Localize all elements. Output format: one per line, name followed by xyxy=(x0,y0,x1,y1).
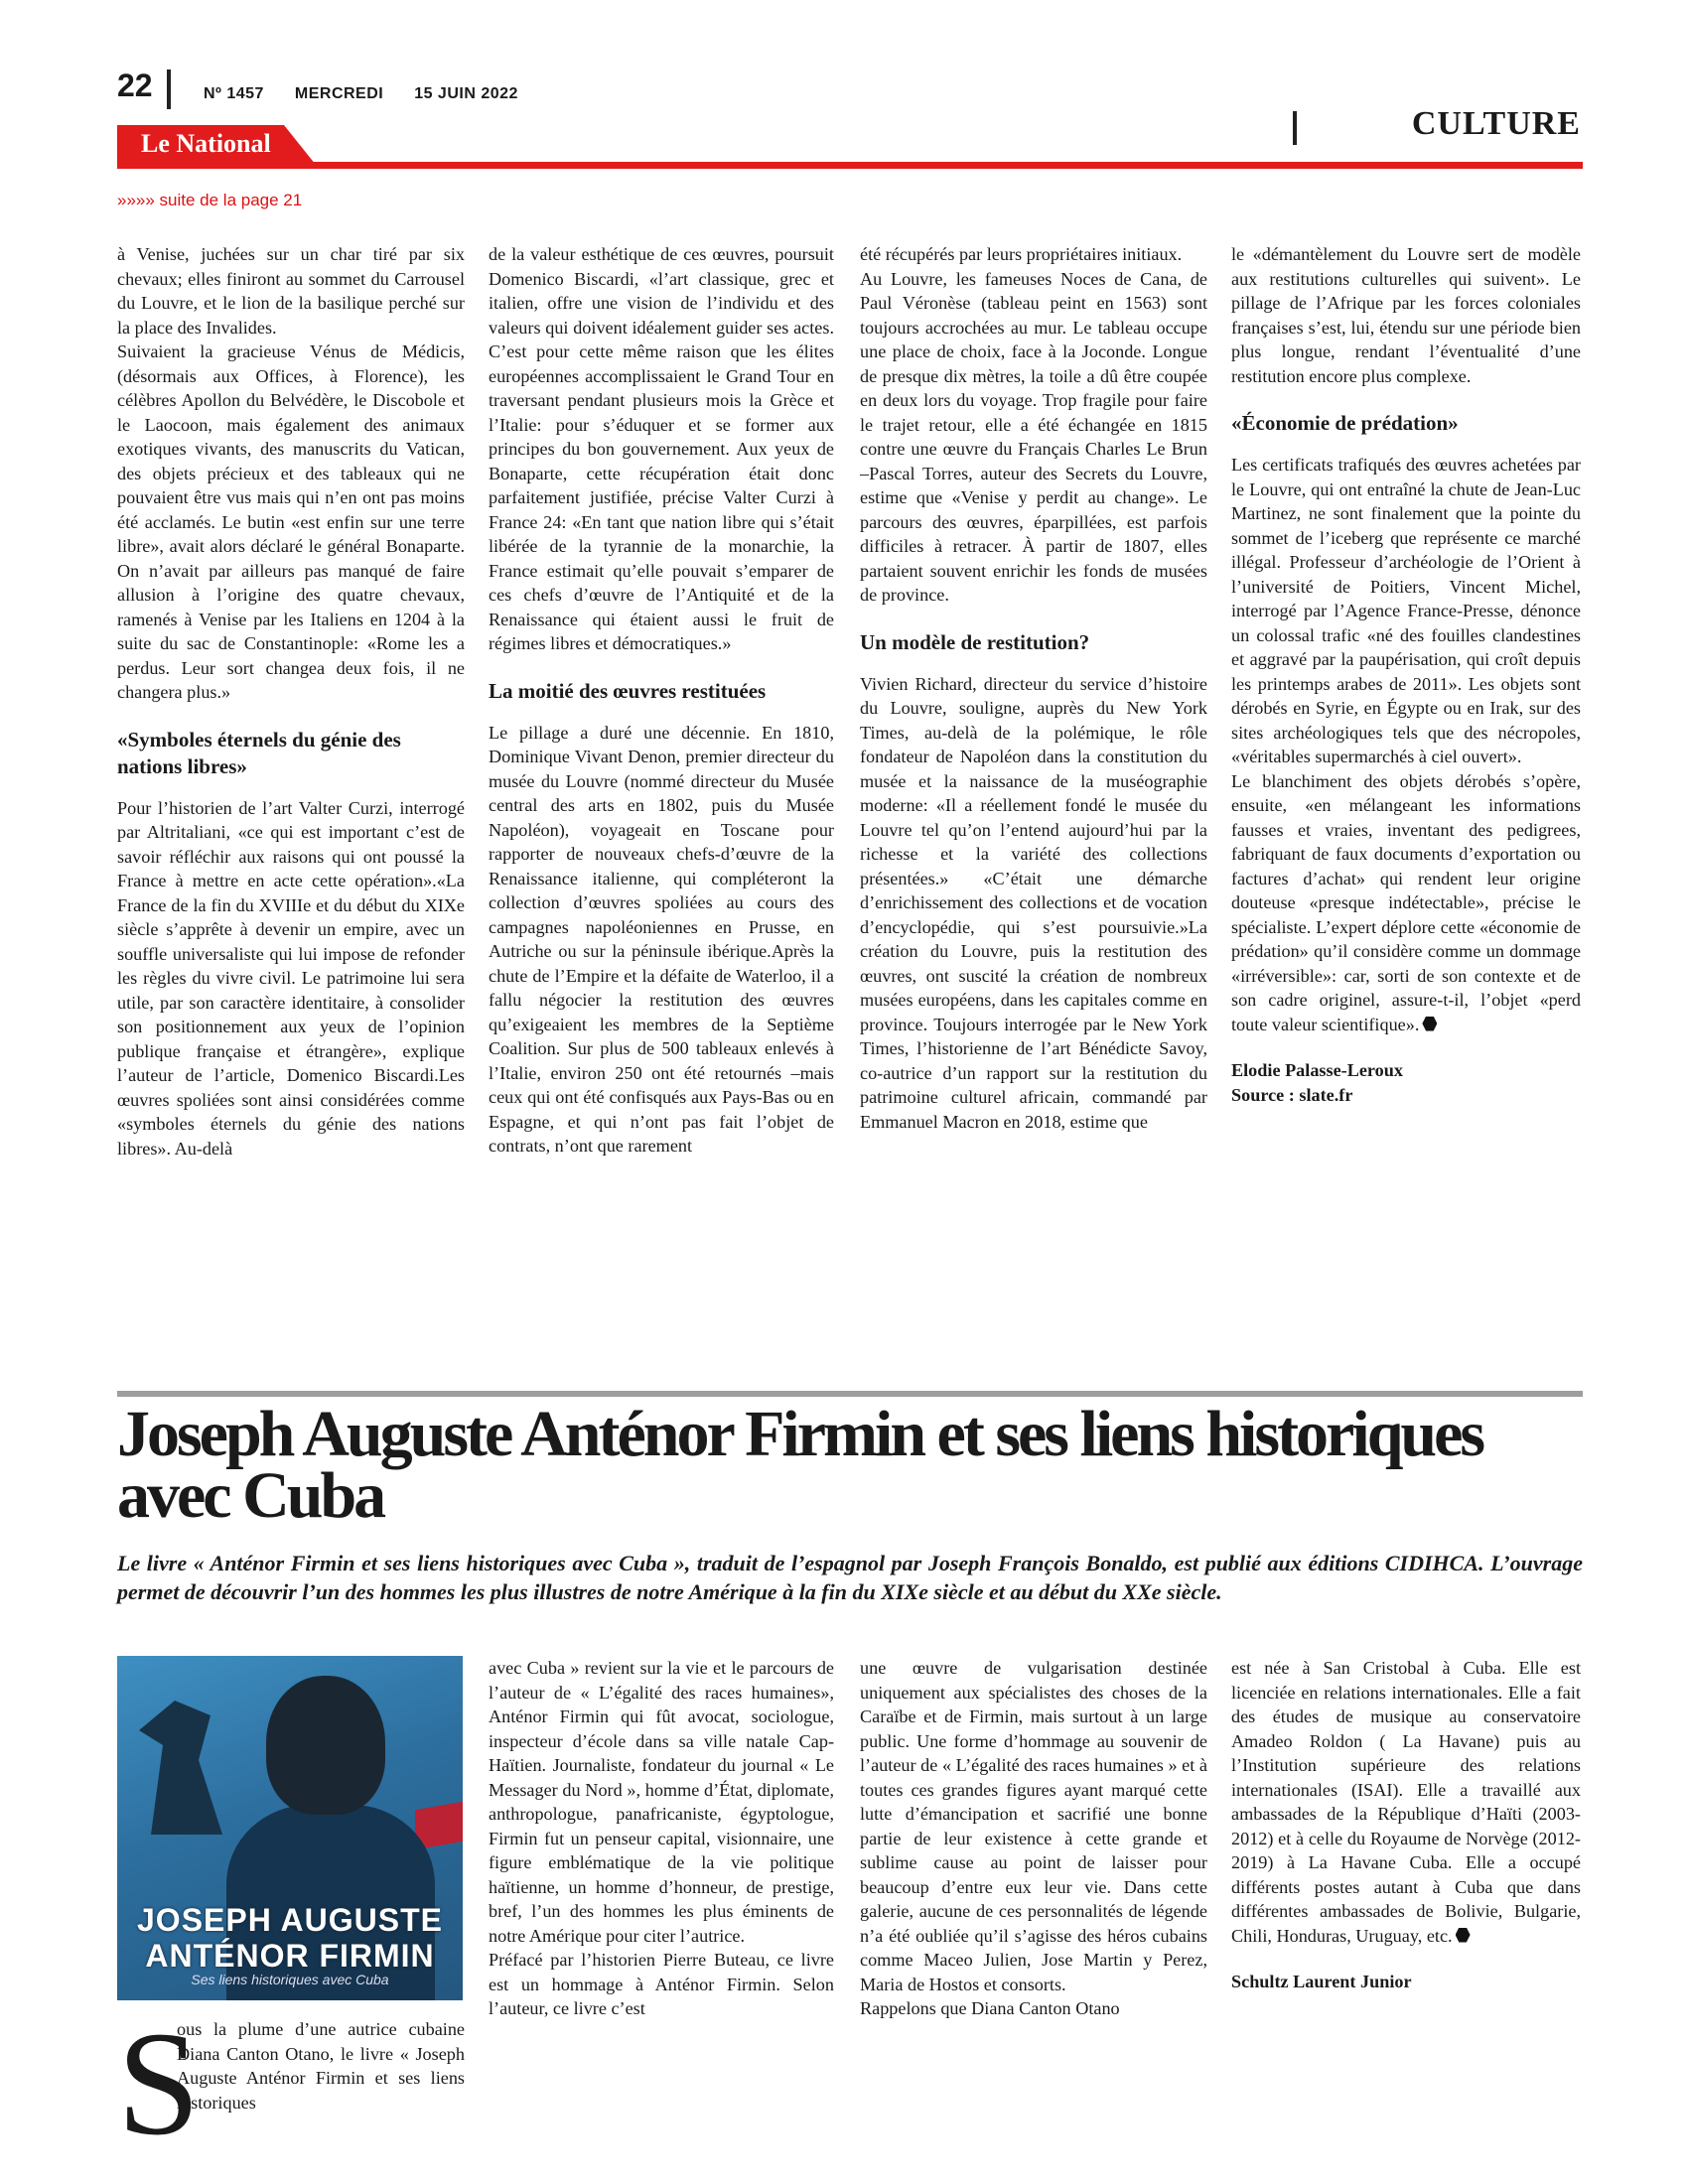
paragraph: avec Cuba » revient sur la vie et le parcours de l’auteur de « L’égalité des races humaines», Anténor Firmin qui fût avocat, sociologue, inspecteur d’école dans sa ville natale Cap-Haïtien. Journaliste, fondateur du journal « Le Messager du Nord », homme d’État, diplomate, anthropologue, panafricaniste, égyptologue, Firmin fut un penseur capital, visionnaire, une figure emblématique de la vie politique haïtienne, un homme d’honneur, de prestige, bref, l’un des hommes les plus éminents de notre Amérique pour citer l’autrice. xyxy=(489,1658,834,1946)
article1-column-3 xyxy=(860,242,1207,1134)
hexagon-end-mark-icon xyxy=(1456,1928,1471,1943)
subheading: Un modèle de restitution? xyxy=(860,629,1090,654)
article1-column-4 xyxy=(1231,242,1581,1107)
paragraph: été récupérés par leurs propriétaires initiaux. xyxy=(860,244,1183,264)
page-number: 22 xyxy=(117,68,153,103)
paragraph: Les certificats trafiqués des œuvres achetées par le Louvre, qui ont entraîné la chute de Jean-Luc Martinez, ne sont finalement que la pointe du sommet de l’iceberg que représente ce marché illégal. Professeur d’archéologie de l’Orient à l’université de Poitiers, Vincent Michel, interrogé par l’Agence France-Presse, dénonce un colossal trafic «né des fouilles clandestines et aggravé par la paupérisation, qui croît depuis les printemps arabes de 2011». Les objets sont dérobés en Syrie, en Égypte ou en Irak, sur des sites archéologiques tels que des nécropoles, «véritables supermarchés à ciel ouvert». xyxy=(1231,455,1581,766)
issue-line xyxy=(204,85,544,103)
byline xyxy=(1231,1058,1581,1107)
article1-column-1 xyxy=(117,242,465,1160)
paragraph: Vivien Richard, directeur du service d’histoire du Louvre, souligne, auprès du New York Times, au-delà de la polémique, le rôle fondateur de Napoléon dans la constitution du musée et la naissance de la muséographie moderne: «Il a réellement fondé le musée du Louvre tel qu’on l’entend aujourd’hui par la richesse et la variété des collections présentées.» «C’était une démarche d’enrichissement des collections et de vocation d’encyclopédie, qui s’est poursuivie.»La création du Louvre, puis la restitution des œuvres, ont suscité la création de nombreux musées européens, dans les capitales comme en province. Toujours interrogée par le New York Times, l’historienne de l’art Bénédicte Savoy, co-autrice d’un rapport sur la restitution du patrimoine culturel africain, commandé par Emmanuel Macron en 2018, estime que xyxy=(860,673,1207,1132)
paragraph-text: Le blanchiment des objets dérobés s’opère, ensuite, «en mélangeant les informations fausses et vraies, inventant des pedigrees, fabriquant de faux documents d’exportation ou factures d’achat» qui rendent leur origine douteuse «presque indétectable», précise le spécialiste. L’expert déplore cette «économie de prédation» qu’il considère comme un dommage «irréversible»: car, sorti de son contexte et de son cadre originel, assure-t-il, l’objet «perd toute valeur scientifique». xyxy=(1231,770,1581,1034)
brand-name: Le National xyxy=(141,129,271,158)
hexagon-end-mark-icon xyxy=(1422,1017,1437,1031)
article2-lede: Le livre « Anténor Firmin et ses liens historiques avec Cuba », traduit de l’espagnol par Joseph François Bonaldo, est publié aux éditions CIDIHCA. L’ouvrage permet de découvrir l’un des hommes les plus illustres de notre Amérique à la fin du XIXe siècle et au début du XXe siècle. xyxy=(117,1551,1583,1604)
subheading: La moitié des œuvres restituées xyxy=(489,678,767,703)
article2-headline: Joseph Auguste Anténor Firmin et ses liens historiques avec Cuba xyxy=(117,1398,1483,1532)
equestrian-statue-shape xyxy=(127,1686,246,1835)
paragraph: Le pillage a duré une décennie. En 1810, Dominique Vivant Denon, premier directeur du musée du Louvre (nommé directeur du Musée central des arts en 1802, puis du Musée Napoléon), voyageait en Toscane pour rapporter de nouveaux chefs-d’œuvre de la Renaissance italienne, qui compléteront la collection d’œuvres spoliées au cours des campagnes napoléoniennes en Prusse, en Autriche ou sur la péninsule ibérique.Après la chute de l’Empire et la défaite de Waterloo, il a fallu négocier la restitution des œuvres qu’exigeaient les membres de la Septième Coalition. Sur plus de 500 tableaux enlevés à l’Italie, environ 250 ont été retournés –mais ceux qui ont été confisqués aux Pays-Bas ou en Espagne, et qui n’ont pas fait l’objet de contrats, n’ont que rarement xyxy=(489,722,834,1156)
subheading: «Symboles éternels du génie des nations libres» xyxy=(117,727,401,778)
paragraph-text: est née à San Cristobal à Cuba. Elle est licenciée en relations internationales. Elle a fait des études de musique au conservatoire Amadeo Roldon ( La Havane) puis au l’Institution supérieure des relations internationales (ISAI). Elle a travaillé aux ambassades de la République d’Haïti (2003-2012) et à celle du Royaume de Norvège (2012-2019) à La Havane Cuba. Elle a occupé différents postes autant à Cuba que dans différentes ambassades de Bolivie, Bulgarie, Chili, Honduras, Uruguay, etc. xyxy=(1231,1658,1581,1946)
article2-column-4 xyxy=(1231,1656,1581,1994)
book-cover-title: JOSEPH AUGUSTE ANTÉNOR FIRMIN xyxy=(137,1902,443,1974)
continuation-link[interactable]: »»»» suite de la page 21 xyxy=(117,191,303,209)
source-credit: Source : slate.fr xyxy=(1231,1084,1353,1105)
paragraph: ous la plume d’une autrice cubaine Diana Canton Otano, le livre « Joseph Auguste Anténor Firmin et ses liens historiques xyxy=(177,2019,465,2113)
book-cover-subtitle: Ses liens historiques avec Cuba xyxy=(191,1972,389,1987)
article1-column-2 xyxy=(489,242,834,1159)
article2-column-3 xyxy=(860,1656,1207,2021)
paragraph: Suivaient la gracieuse Vénus de Médicis, (désormais aux Offices, à Florence), les célèbres Apollon du Belvédère, le Discobole et le Laocoon, mais également des animaux exotiques vivants, des manuscrits du Vatican, des objets précieux et des tableaux qui ne pouvaient être vus mais qui n’en ont pas moins été acclamés. Le butin «est enfin sur une terre libre», avait alors déclaré le général Bonaparte. On n’avait par ailleurs pas manqué de faire allusion à l’origine des quatre chevaux, ramenés à Venise par les Italiens en 1204 à la suite du sac de Constantinople: «Rome les a perdus. Leur sort changea deux fois, il ne changera plus.» xyxy=(117,341,465,702)
paragraph xyxy=(1231,1656,1581,1948)
paragraph xyxy=(1231,769,1581,1037)
paragraph: Pour l’historien de l’art Valter Curzi, interrogé par Altritaliani, «ce qui est important c’est de savoir réfléchir aux raisons qui ont poussé la France à mettre en acte cette opération».«La France de la fin du XVIIIe et du début du XIXe siècle s’apprête à devenir un empire, avec un souffle universaliste qui lui impose de refonder les règles du vivre civil. Le patrimoine lui sera utile, par son caractère identitaire, à consolider son positionnement aux yeux de l’opinion publique française et étrangère», explique l’auteur de l’article, Domenico Biscardi.Les œuvres spoliées sont ainsi considérées comme «symboles éternels du génie des nations libres». Au-delà xyxy=(117,797,465,1159)
drop-cap: S xyxy=(117,2001,201,2166)
paragraph: de la valeur esthétique de ces œuvres, poursuit Domenico Biscardi, «l’art classique, grec et italien, offre une vision de l’individu et des valeurs qui doivent idéalement guider ses actes. C’est pour cette même raison que les élites européennes accomplissaient le Grand Tour en traversant pendant plusieurs mois la Grèce et l’Italie: pour s’éduquer et se former aux principes du bon gouvernement. Aux yeux de Bonaparte, cette récupération était donc parfaitement justifiée, précise Valter Curzi à France 24: «En tant que nation libre qui s’était libérée de la tyrannie de la monarchie, la France estimait qu’elle pouvait s’emparer de ces chefs d’œuvre de l’Antiquité et de la Renaissance qui étaient aussi le fruit de régimes libres et démocratiques.» xyxy=(489,244,834,653)
section-title: CULTURE xyxy=(1411,105,1581,142)
paragraph: à Venise, juchées sur un char tiré par six chevaux; elles finiront au sommet du Carrousel du Louvre, et le lion de la basilique perché sur la place des Invalides. xyxy=(117,244,465,338)
article2-column-1 xyxy=(177,2017,465,2115)
subheading: «Économie de prédation» xyxy=(1231,411,1459,435)
paragraph: Rappelons que Diana Canton Otano xyxy=(860,1998,1120,2018)
header-rule xyxy=(117,162,1583,169)
author-name: Schultz Laurent Junior xyxy=(1231,1972,1412,1991)
portrait-head-shape xyxy=(266,1676,385,1815)
paragraph: une œuvre de vulgarisation destinée uniquement aux spécialistes des choses de la Caraïbe et de Firmin, mais surtout à un large public. Une forme d’hommage au souvenir de l’auteur de « L’égalité des races humaines » et à toutes ces grandes figures ayant marqué cette lutte d’émancipation et sacrifié une bonne partie de leur existence à cette grande et sublime cause au point de laisser pour beaucoup d’entre eux leur vie. Dans cette galerie, aucune de ces personnalités de légende n’a été oubliée qu’il s’agisse des héros cubains comme Maceo Julien, Jose Martin y Perez, Maria de Hostos et consorts. xyxy=(860,1658,1207,1994)
paragraph: Au Louvre, les fameuses Noces de Cana, de Paul Véronèse (tableau peint en 1563) sont toujours accrochées au mur. Le tableau occupe une place de choix, face à la Joconde. Longue de presque dix mètres, la toile a dû être coupée en deux lors du voyage. Trop fragile pour faire le trajet retour, elle a été échangée en 1815 contre une œuvre du Français Charles Le Brun –Pascal Torres, auteur des Secrets du Louvre, estime que «Venise y perdit au change». Le parcours des œuvres, éparpillées, est parfois difficiles à retracer. À partir de 1807, elles partaient souvent enrichir les fonds de musées de province. xyxy=(860,268,1207,605)
book-cover-image xyxy=(117,1656,463,2000)
issue-date: 15 JUIN 2022 xyxy=(414,85,518,102)
article-separator xyxy=(117,1391,1583,1397)
issue-number: Nº 1457 xyxy=(204,85,264,102)
issue-day: MERCREDI xyxy=(294,85,384,102)
section-divider xyxy=(1293,111,1297,145)
author-name: Elodie Palasse-Leroux xyxy=(1231,1060,1403,1080)
header-divider xyxy=(167,69,171,109)
paragraph: Préfacé par l’historien Pierre Buteau, ce livre est un hommage à Anténor Firmin. Selon l’auteur, ce livre c’est xyxy=(489,1950,834,2018)
article2-column-2 xyxy=(489,1656,834,2021)
paragraph: le «démantèlement du Louvre sert de modèle aux restitutions culturelles qui suivent». Le pillage de l’Afrique par les forces coloniales françaises s’est, lui, étendu sur une période bien plus longue, rendant l’éventualité d’une restitution encore plus complexe. xyxy=(1231,244,1581,386)
